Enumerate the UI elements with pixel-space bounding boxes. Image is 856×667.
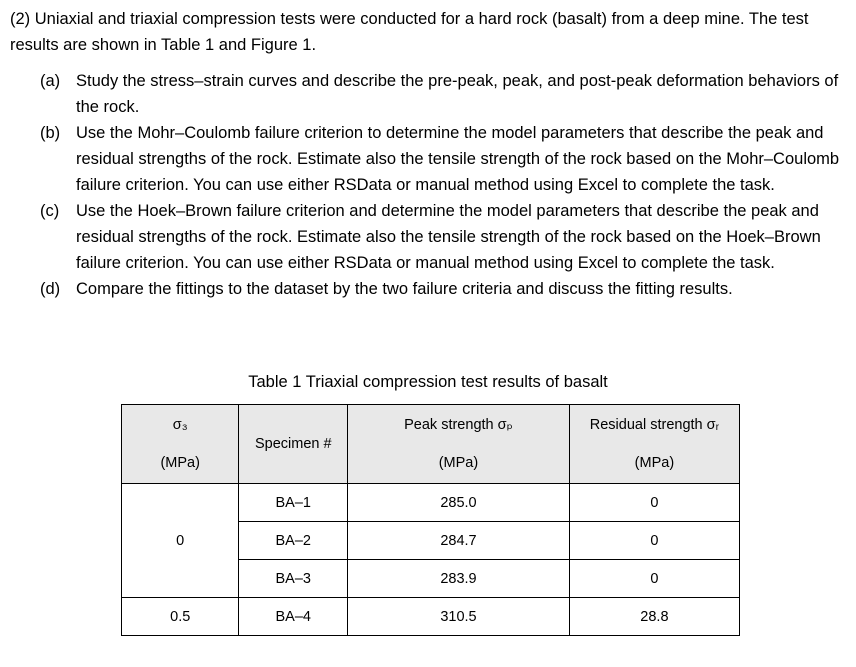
question-label: (c) [40, 202, 60, 220]
question-label: (a) [40, 72, 61, 90]
question-label: (b) [40, 124, 61, 142]
cell-peak: 283.9 [348, 560, 570, 598]
question-text: Compare the fittings to the dataset by the two failure criteria and discuss the fitting results. [76, 280, 733, 298]
cell-residual: 28.8 [569, 598, 739, 636]
cell-specimen: BA–1 [239, 484, 348, 522]
table-header-row [122, 405, 740, 484]
question-text: Study the stress–strain curves and describe the pre-peak, peak, and post-peak deformation behaviors of the rock. [76, 72, 839, 116]
question-text: Use the Hoek–Brown failure criterion and determine the model parameters that describe the peak and residual strengths of the rock. Estimate also the tensile strength of the rock based on the Hoek–Brown failure criterion. You can use either RSData or manual method using Excel to complete the task. [76, 202, 821, 272]
cell-peak: 310.5 [348, 598, 570, 636]
header-sigma3-unit: (MPa) [160, 455, 200, 471]
header-peak [348, 405, 570, 484]
header-specimen-label: Specimen # [254, 436, 332, 452]
question-list [0, 68, 856, 302]
header-sigma3 [122, 405, 239, 484]
question-label: (d) [40, 280, 61, 298]
table-caption: Table 1 Triaxial compression test results of basalt [248, 373, 608, 391]
cell-specimen: BA–4 [239, 598, 348, 636]
header-residual-label: Residual strength σᵣ [589, 417, 720, 433]
cell-peak: 284.7 [348, 522, 570, 560]
cell-residual: 0 [569, 522, 739, 560]
header-specimen [239, 405, 348, 484]
header-peak-label: Peak strength σₚ [404, 417, 513, 433]
question-item-d [0, 276, 856, 302]
cell-residual: 0 [569, 484, 739, 522]
header-residual-unit: (MPa) [634, 455, 675, 471]
header-residual [569, 405, 739, 484]
header-peak-unit: (MPa) [438, 455, 479, 471]
header-sigma3-symbol: σ₃ [172, 417, 188, 433]
table-row [122, 598, 740, 636]
question-item-a [0, 68, 856, 120]
table-row [122, 484, 740, 522]
problem-intro: (2) Uniaxial and triaxial compression tests were conducted for a hard rock (basalt) from a deep mine. The test results are shown in Table 1 and Figure 1. [10, 10, 809, 54]
cell-sigma3: 0 [122, 484, 239, 598]
question-item-b [0, 120, 856, 198]
cell-specimen: BA–2 [239, 522, 348, 560]
question-text: Use the Mohr–Coulomb failure criterion to determine the model parameters that describe the peak and residual strengths of the rock. Estimate also the tensile strength of the rock based on the Mohr–Coulomb failure criterion. You can use either RSData or manual method using Excel to complete the task. [76, 124, 840, 194]
question-item-c [0, 198, 856, 276]
cell-specimen: BA–3 [239, 560, 348, 598]
results-table [121, 404, 740, 636]
cell-peak: 285.0 [348, 484, 570, 522]
cell-residual: 0 [569, 560, 739, 598]
cell-sigma3: 0.5 [122, 598, 239, 636]
